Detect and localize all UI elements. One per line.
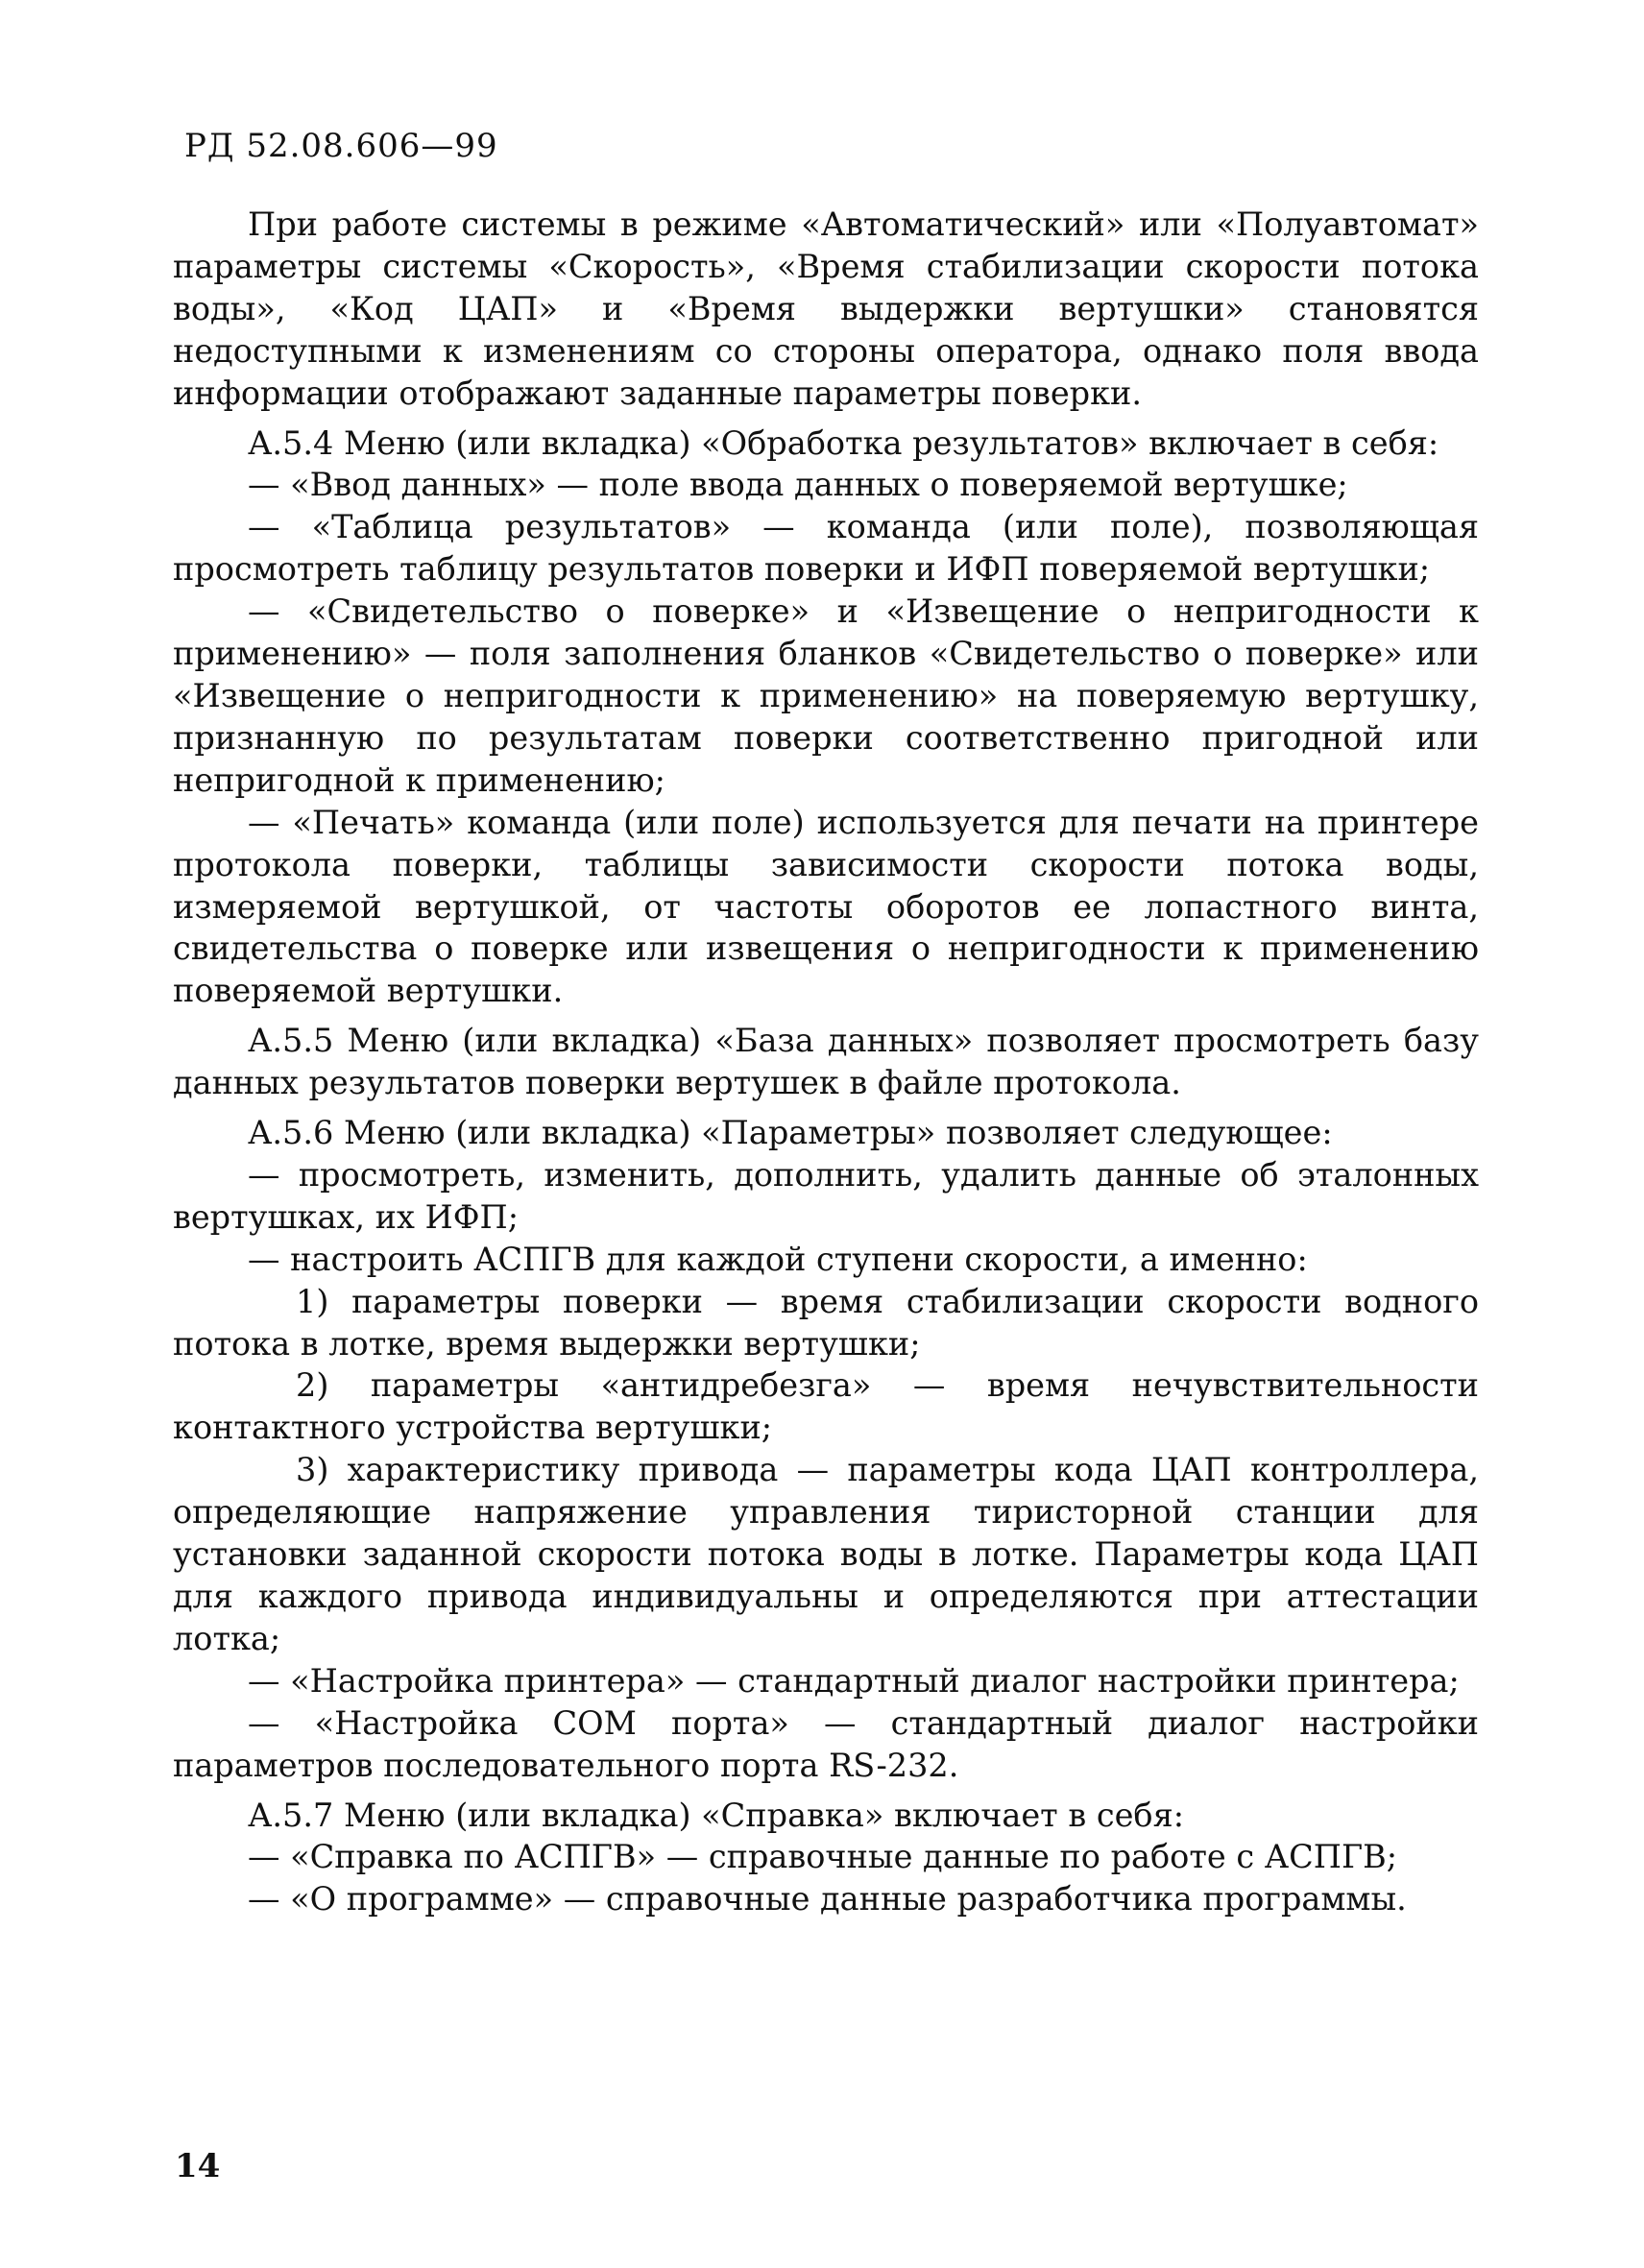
document-code-header: РД 52.08.606—99: [184, 127, 498, 165]
section-a55: А.5.5 Меню (или вкладка) «База данных» позволяет просмотреть базу данных результатов поверки вертушек в файле протокола.: [173, 1022, 1479, 1102]
section-a54-heading: А.5.4 Меню (или вкладка) «Обработка результатов» включает в себя:: [248, 423, 1439, 462]
list-item-data-input: — «Ввод данных» — поле ввода данных о поверяемой вертушке;: [248, 466, 1348, 504]
document-body: [173, 204, 1479, 1920]
list-item-print: — «Печать» команда (или поле) используется для печати на принтере протокола поверки, таблицы зависимости скорости потока воды, измеряемой вертушкой, от частоты оборотов ее лопастного винта, свидетельства о поверке или извещения о непригодности к применению поверяемой вертушки.: [173, 803, 1479, 1010]
numbered-item-1: 1) параметры поверки — время стабилизации скорости водного потока в лотке, время выдержки вертушки;: [173, 1282, 1479, 1363]
list-item-results-table: — «Таблица результатов» — команда (или поле), позволяющая просмотреть таблицу результатов поверки и ИФП поверяемой вертушки;: [173, 508, 1479, 589]
section-a56-heading: А.5.6 Меню (или вкладка) «Параметры» позволяет следующее:: [248, 1114, 1333, 1152]
list-item-help: — «Справка по АСПГВ» — справочные данные по работе с АСПГВ;: [248, 1838, 1398, 1876]
numbered-item-3: 3) характеристику привода — параметры кода ЦАП контроллера, определяющие напряжение управления тиристорной станции для установки заданной скорости потока воды в лотке. Параметры кода ЦАП для каждого привода индивидуальны и определяются при аттестации лотка;: [173, 1451, 1479, 1657]
section-a57-heading: А.5.7 Меню (или вкладка) «Справка» включает в себя:: [248, 1796, 1185, 1834]
paragraph-auto-mode: При работе системы в режиме «Автоматический» или «Полуавтомат» параметры системы «Скорость», «Время стабилизации скорости потока воды», «Код ЦАП» и «Время выдержки вертушки» становятся недоступными к изменениям со стороны оператора, однако поля ввода информации отображают заданные параметры поверки.: [173, 205, 1479, 412]
list-item-configure: — настроить АСПГВ для каждой ступени скорости, а именно:: [248, 1240, 1308, 1278]
page-number: 14: [175, 2147, 221, 2185]
list-item-com-port-setup: — «Настройка COM порта» — стандартный диалог настройки параметров последовательного порта RS-232.: [173, 1703, 1479, 1784]
list-item-about: — «О программе» — справочные данные разработчика программы.: [248, 1880, 1407, 1918]
list-item-reference-meters: — просмотреть, изменить, дополнить, удалить данные об эталонных вертушках, их ИФП;: [173, 1155, 1479, 1236]
numbered-item-2: 2) параметры «антидребезга» — время нечувствительности контактного устройства вертушки;: [173, 1366, 1479, 1447]
list-item-certificate: — «Свидетельство о поверке» и «Извещение о непригодности к применению» — поля заполнения бланков «Свидетельство о поверке» или «Извещение о непригодности к применению» на поверяемую вертушку, признанную по результатам поверки соответственно пригодной или непригодной к применению;: [173, 592, 1479, 799]
list-item-printer-setup: — «Настройка принтера» — стандартный диалог настройки принтера;: [248, 1661, 1460, 1700]
